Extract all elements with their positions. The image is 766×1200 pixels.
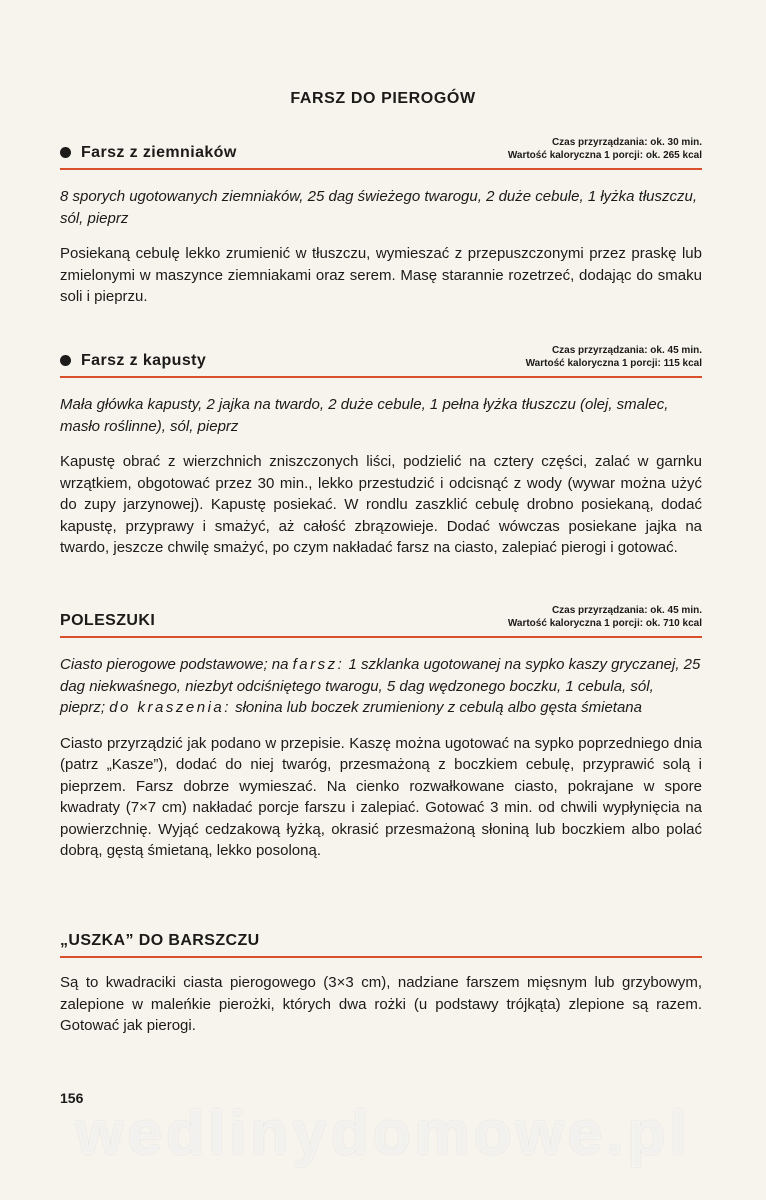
section-header [60,924,702,958]
watermark: wedlinydomowe.pl [75,1099,691,1168]
calories: Wartość kaloryczna 1 porcji: 115 kcal [525,358,702,369]
page-title: FARSZ DO PIEROGÓW [290,90,476,107]
section-rule [60,636,702,638]
recipe-farsz-z-kapusty [60,344,702,559]
recipe-farsz-z-ziemniakow [60,136,702,308]
calories: Wartość kaloryczna 1 porcji: ok. 710 kcal [507,618,702,629]
recipe-meta [526,344,702,370]
recipe-meta [508,604,702,630]
section-header [60,604,702,638]
section-title: Farsz z ziemniaków [60,144,237,162]
method: Są to kwadraciki ciasta pierogowego (3×3 cm), nadziane farszem mięsnym lub grzybowym, zalepione w maleńkie pierożki, których dwa rożki (u podstawy trójkąta) zlepione są razem. Gotować jak pierogi. [60,974,702,1034]
recipe-poleszuki [60,604,702,862]
section-title: „USZKA” DO BARSZCZU [60,932,260,949]
prep-time: Czas przyrządzania: ok. 45 min. [551,345,702,356]
method: Kapustę obrać z wierzchnich zniszczonych liści, podzielić na cztery części, zalać w garnku wrzątkiem, obgotować przez 30 min., lekko przestudzić i odcisnąć z wody (wywar można użyć do zupy jarzynowej). Kapustę posiekać. W rondlu zaszklić cebulę drobno posiekaną, dodać kapustę, przyprawy i smażyć, aż całość zbrązowieje. Dodać wówczas posiekane jajka na twardo, jeszcze chwilę smażyć, po czym nakładać farsz na ciasto, zalepiać pierogi i gotować. [60,453,702,556]
prep-time: Czas przyrządzania: ok. 45 min. [551,605,702,616]
section-rule [60,376,702,378]
section-rule [60,168,702,170]
calories: Wartość kaloryczna 1 porcji: ok. 265 kcal [507,150,702,161]
ingredients: Mała główka kapusty, 2 jajka na twardo, 2 duże cebule, 1 pełna łyżka tłuszczu (olej, smalec, masło roślinne), sól, pieprz [60,396,669,435]
method: Ciasto przyrządzić jak podano w przepisie. Kaszę można ugotować na sypko poprzedniego dnia (patrz „Kasze”), dodać do niej twaróg, przesmażoną z boczkiem cebulę, przyprawić solą i pieprzem. Farsz dobrze wymieszać. Na cienko rozwałkowane ciasto, pokrajane w spore kwadraty (7×7 cm) nakładać porcje farszu i zalepiać. Gotować 3 min. od chwili wypłynięcia na powierzchnię. Wyjąć cedzakową łyżką, okrasić przesmażoną słoniną lub boczkiem albo polać dobrą, gęstą śmietaną, lekko posoloną. [60,734,702,859]
ingredients: 8 sporych ugotowanych ziemniaków, 25 dag świeżego twarogu, 2 duże cebule, 1 łyżka tłuszczu, sól, pieprz [60,188,698,227]
section-header [60,136,702,170]
section-header [60,344,702,378]
prep-time: Czas przyrządzania: ok. 30 min. [551,137,702,148]
ingredients: Ciasto pierogowe podstawowe; na farsz: 1 szklanka ugotowanej na sypko kaszy gryczanej, 25 dag niekwaśnego, niezbyt odciśniętego twarogu, 5 dag wędzonego boczku, 1 cebula, sól, pieprz; do kraszenia: słonina lub boczek zrumieniony z cebulą albo gęsta śmietana [60,656,701,716]
recipe-uszka-do-barszczu [60,924,702,1037]
section-rule [60,956,702,958]
bullet-icon [60,355,71,366]
method: Posiekaną cebulę lekko zrumienić w tłuszczu, wymieszać z przepuszczonymi przez praskę lub zmielonymi w maszynce ziemniakami oraz serem. Masę starannie rozetrzeć, dodając do smaku soli i pieprzu. [60,245,702,305]
page-number: 156 [60,1090,84,1106]
recipe-meta [508,136,702,162]
section-title: Farsz z kapusty [60,352,206,370]
bullet-icon [60,147,71,158]
section-title: POLESZUKI [60,612,156,629]
